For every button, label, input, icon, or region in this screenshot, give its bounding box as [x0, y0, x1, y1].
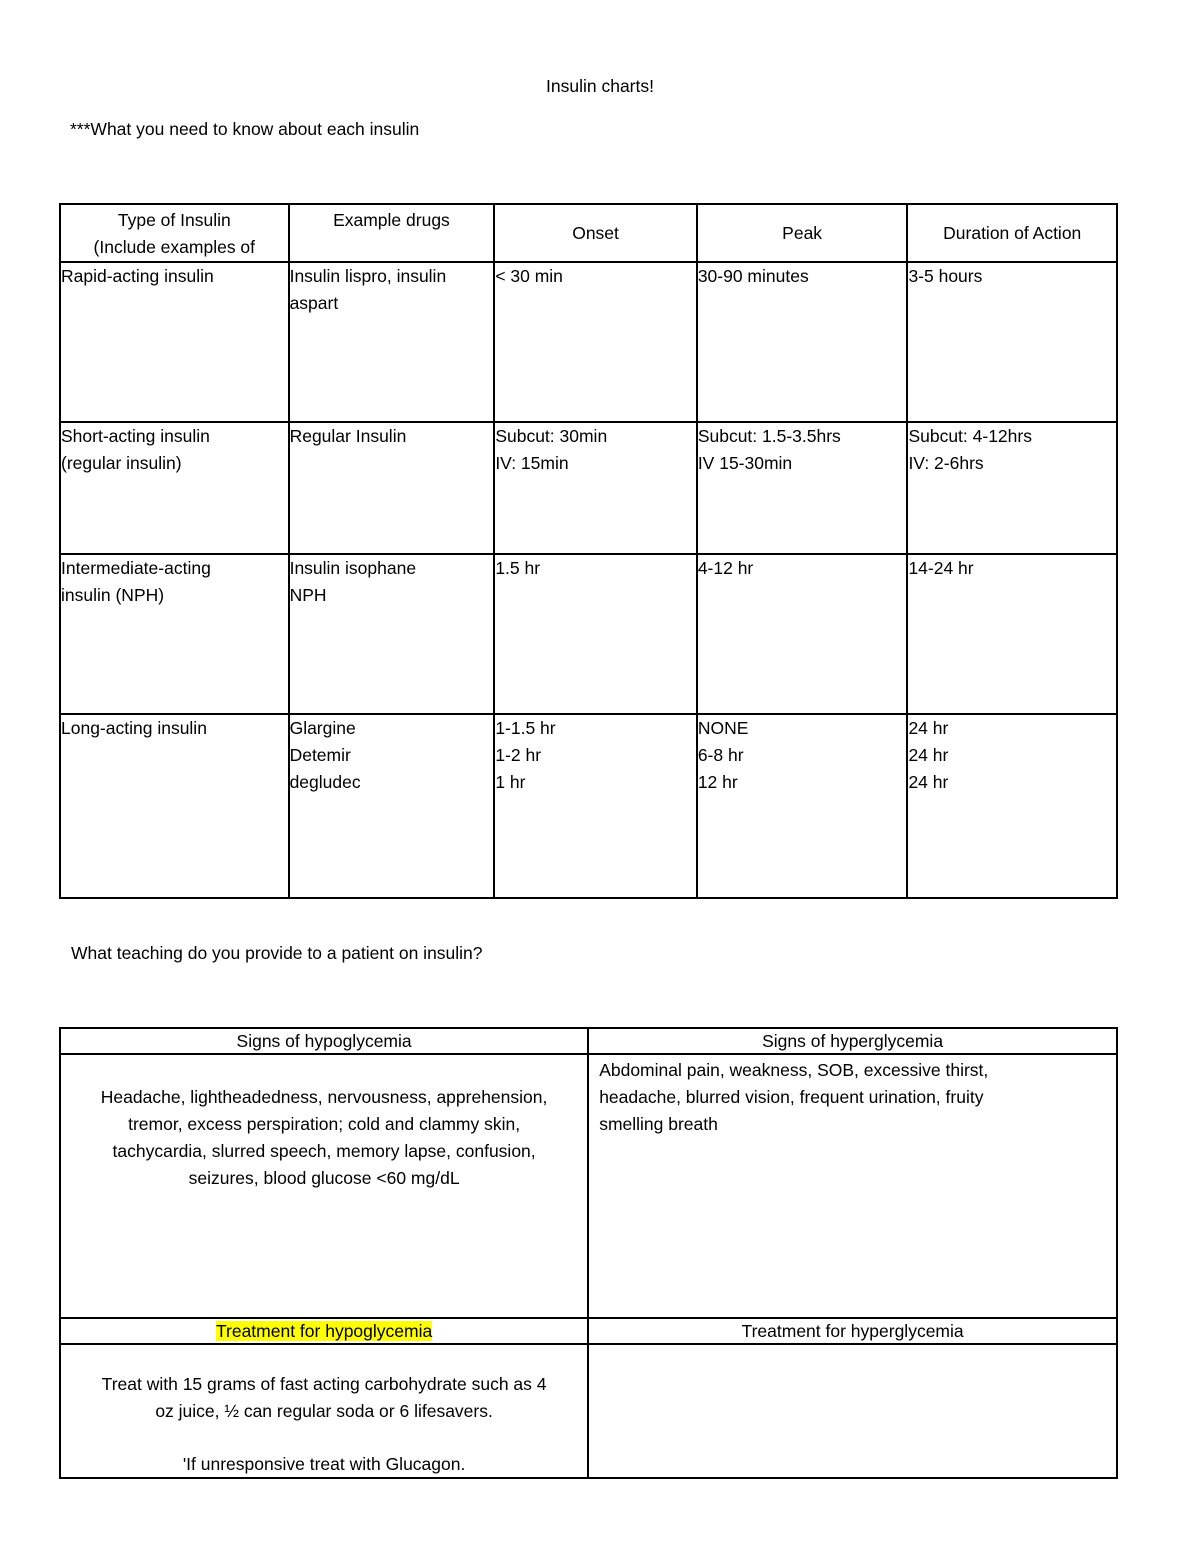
cell-line: IV: 15min	[495, 453, 569, 473]
cell-line: Insulin isophane	[289, 558, 417, 578]
cell-line: headache, blurred vision, frequent urination, fruity	[599, 1087, 984, 1107]
treatment-header-row	[60, 1318, 1117, 1344]
cell-line: 6-8 hr	[697, 745, 744, 765]
cell-line: NPH	[289, 585, 327, 605]
cell-duration	[907, 262, 1117, 422]
hypo-treatment-header	[60, 1318, 588, 1344]
cell-drugs	[289, 714, 495, 898]
hypo-treatment-header-label: Treatment for hypoglycemia	[215, 1321, 433, 1341]
cell-line: 1-1.5 hr	[495, 718, 556, 738]
header-type-line2: (Include examples of	[93, 237, 256, 257]
header-example-drugs-label: Example drugs	[333, 210, 450, 230]
cell-line: 14-24 hr	[908, 558, 974, 578]
section-subtitle: ***What you need to know about each insulin	[70, 119, 420, 139]
cell-peak	[697, 714, 908, 898]
cell-line: oz juice, ½ can regular soda or 6 lifesavers.	[155, 1400, 493, 1421]
cell-line: Short-acting insulin	[61, 426, 210, 446]
cell-line: Rapid-acting insulin	[61, 266, 214, 286]
page-title: Insulin charts!	[546, 76, 654, 96]
cell-peak	[697, 422, 908, 554]
header-type-line1: Type of Insulin	[117, 210, 231, 230]
cell-line: tremor, excess perspiration; cold and clammy skin,	[128, 1114, 521, 1134]
cell-line: insulin (NPH)	[61, 585, 165, 605]
insulin-row-long	[60, 714, 1117, 898]
teaching-question: What teaching do you provide to a patient on insulin?	[71, 943, 483, 963]
cell-type	[60, 714, 289, 898]
cell-duration	[907, 422, 1117, 554]
cell-line: smelling breath	[599, 1114, 718, 1134]
insulin-table-header-row	[60, 204, 1117, 262]
signs-header-row	[60, 1028, 1117, 1054]
cell-line: Subcut: 1.5-3.5hrs	[697, 426, 841, 446]
insulin-chart-table	[59, 203, 1118, 899]
cell-line: 30-90 minutes	[697, 266, 809, 286]
cell-line	[61, 1424, 587, 1451]
cell-line: 24 hr	[908, 772, 949, 792]
cell-drugs	[289, 422, 495, 554]
cell-drugs	[289, 262, 495, 422]
cell-line: Headache, lightheadedness, nervousness, apprehension,	[100, 1087, 548, 1107]
cell-line: Insulin lispro, insulin	[289, 266, 447, 286]
cell-line: Regular Insulin	[289, 426, 407, 446]
cell-onset	[494, 554, 697, 714]
cell-line: < 30 min	[495, 266, 563, 286]
cell-duration	[907, 714, 1117, 898]
header-duration: Duration of Action	[907, 204, 1117, 262]
cell-line: IV: 2-6hrs	[908, 453, 984, 473]
cell-peak	[697, 554, 908, 714]
cell-type	[60, 262, 289, 422]
cell-type	[60, 422, 289, 554]
cell-line: 'If unresponsive treat with Glucagon.	[182, 1453, 466, 1474]
cell-line: Intermediate-acting	[61, 558, 211, 578]
cell-line: Abdominal pain, weakness, SOB, excessive thirst,	[599, 1060, 989, 1080]
cell-onset	[494, 714, 697, 898]
cell-line: Detemir	[289, 745, 351, 765]
cell-line: Long-acting insulin	[61, 718, 207, 738]
cell-drugs	[289, 554, 495, 714]
cell-line: 3-5 hours	[908, 266, 983, 286]
insulin-row-rapid	[60, 262, 1117, 422]
cell-line: IV 15-30min	[697, 453, 793, 473]
header-example-drugs	[289, 204, 495, 262]
cell-line: NONE	[697, 718, 749, 738]
cell-line: tachycardia, slurred speech, memory lapse, confusion,	[112, 1141, 536, 1161]
hyper-signs-header: Signs of hyperglycemia	[588, 1028, 1117, 1054]
header-onset: Onset	[494, 204, 697, 262]
cell-peak	[697, 262, 908, 422]
cell-line: aspart	[289, 293, 339, 313]
cell-line: Glargine	[289, 718, 356, 738]
cell-line: 24 hr	[908, 745, 949, 765]
cell-line: 1-2 hr	[495, 745, 542, 765]
header-peak: Peak	[697, 204, 908, 262]
cell-line: seizures, blood glucose <60 mg/dL	[188, 1168, 460, 1188]
signs-body-row	[60, 1054, 1117, 1318]
cell-line: 12 hr	[697, 772, 738, 792]
insulin-row-short	[60, 422, 1117, 554]
cell-type	[60, 554, 289, 714]
cell-line: (regular insulin)	[61, 453, 182, 473]
hypo-signs-cell	[60, 1054, 588, 1318]
hyper-treatment-cell	[588, 1344, 1117, 1478]
cell-duration	[907, 554, 1117, 714]
cell-line: 24 hr	[908, 718, 949, 738]
treatment-body-row	[60, 1344, 1117, 1478]
hyper-treatment-header: Treatment for hyperglycemia	[588, 1318, 1117, 1344]
hypo-treatment-cell	[60, 1344, 588, 1478]
cell-onset	[494, 262, 697, 422]
insulin-row-intermediate	[60, 554, 1117, 714]
cell-line: Subcut: 4-12hrs	[908, 426, 1032, 446]
hyper-signs-cell	[588, 1054, 1117, 1318]
cell-line: Subcut: 30min	[495, 426, 608, 446]
cell-line: 4-12 hr	[697, 558, 754, 578]
glycemia-signs-table	[59, 1027, 1118, 1479]
cell-line: Treat with 15 grams of fast acting carbohydrate such as 4	[101, 1374, 547, 1394]
cell-line: degludec	[289, 772, 361, 792]
cell-onset	[494, 422, 697, 554]
cell-line: 1.5 hr	[495, 558, 541, 578]
header-type-of-insulin	[60, 204, 289, 262]
cell-line: 1 hr	[495, 772, 526, 792]
hypo-signs-header: Signs of hypoglycemia	[60, 1028, 588, 1054]
